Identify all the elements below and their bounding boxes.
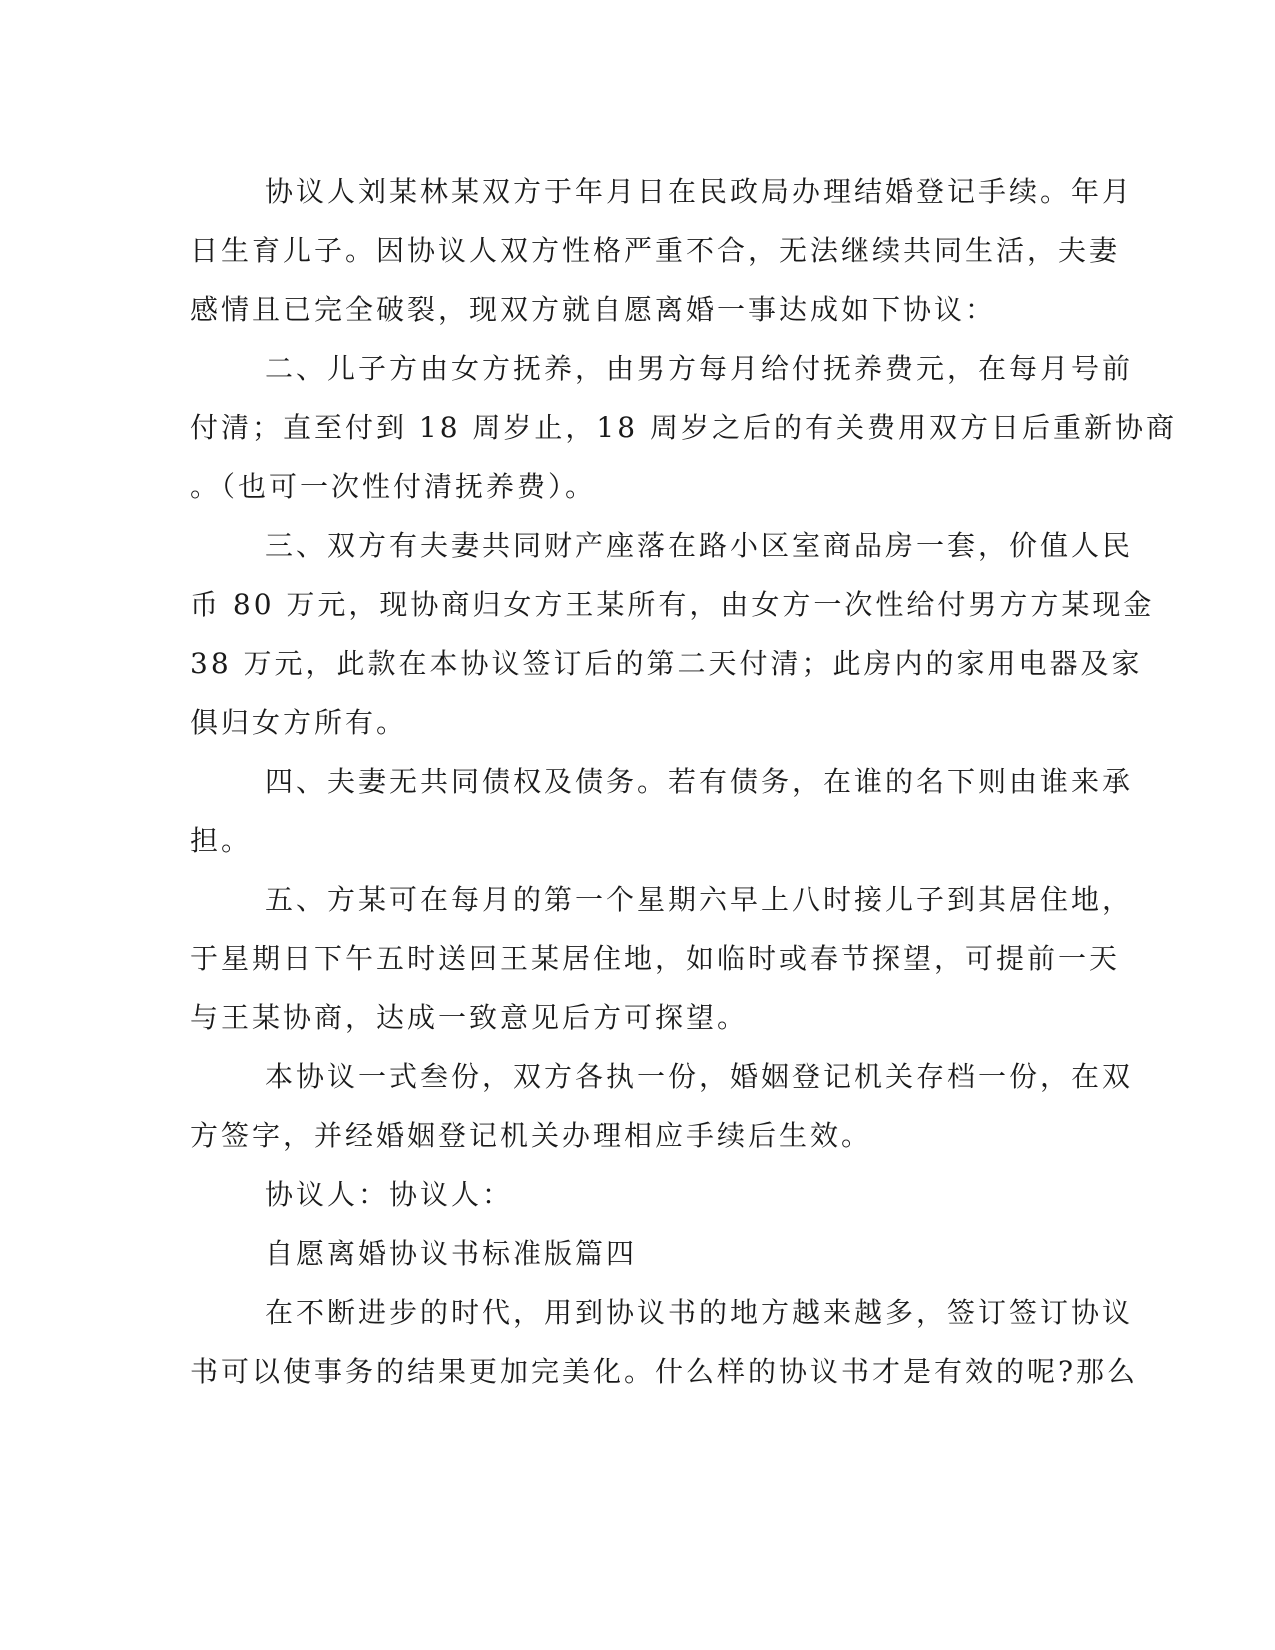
text-line: 38 万元，此款在本协议签订后的第二天付清；此房内的家用电器及家	[190, 647, 1143, 680]
text-line: 与王某协商，达成一致意见后方可探望。	[190, 1001, 749, 1034]
text-line: 方签字，并经婚姻登记机关办理相应手续后生效。	[190, 1119, 873, 1152]
text-line: 四、夫妻无共同债权及债务。若有债务，在谁的名下则由谁来承	[265, 765, 1134, 798]
text-line: 二、儿子方由女方抚养，由男方每月给付抚养费元，在每月号前	[265, 352, 1134, 385]
text-line: 三、双方有夫妻共同财产座落在路小区室商品房一套，价值人民	[265, 529, 1134, 562]
text-line: 。（也可一次性付清抚养费）。	[190, 470, 597, 503]
text-line: 感情且已完全破裂，现双方就自愿离婚一事达成如下协议：	[190, 293, 997, 326]
section-heading: 自愿离婚协议书标准版篇四	[265, 1237, 638, 1270]
text-line: 本协议一式叁份，双方各执一份，婚姻登记机关存档一份，在双	[265, 1060, 1134, 1093]
text-line: 担。	[190, 824, 253, 857]
signature-line: 协议人：协议人：	[265, 1178, 514, 1211]
text-line: 五、方某可在每月的第一个星期六早上八时接儿子到其居住地，	[265, 883, 1134, 916]
text-line: 书可以使事务的结果更加完美化。什么样的协议书才是有效的呢?那么	[190, 1355, 1139, 1388]
text-line: 协议人刘某林某双方于年月日在民政局办理结婚登记手续。年月	[265, 175, 1134, 208]
document-body	[190, 162, 1177, 1401]
text-line: 付清；直至付到 18 周岁止，18 周岁之后的有关费用双方日后重新协商	[190, 411, 1177, 444]
text-line: 在不断进步的时代，用到协议书的地方越来越多，签订签订协议	[265, 1296, 1134, 1329]
text-line: 俱归女方所有。	[190, 706, 408, 739]
text-line: 币 80 万元，现协商归女方王某所有，由女方一次性给付男方方某现金	[190, 588, 1155, 621]
text-line: 日生育儿子。因协议人双方性格严重不合，无法继续共同生活，夫妻	[190, 234, 1121, 267]
text-line: 于星期日下午五时送回王某居住地，如临时或春节探望，可提前一天	[190, 942, 1121, 975]
